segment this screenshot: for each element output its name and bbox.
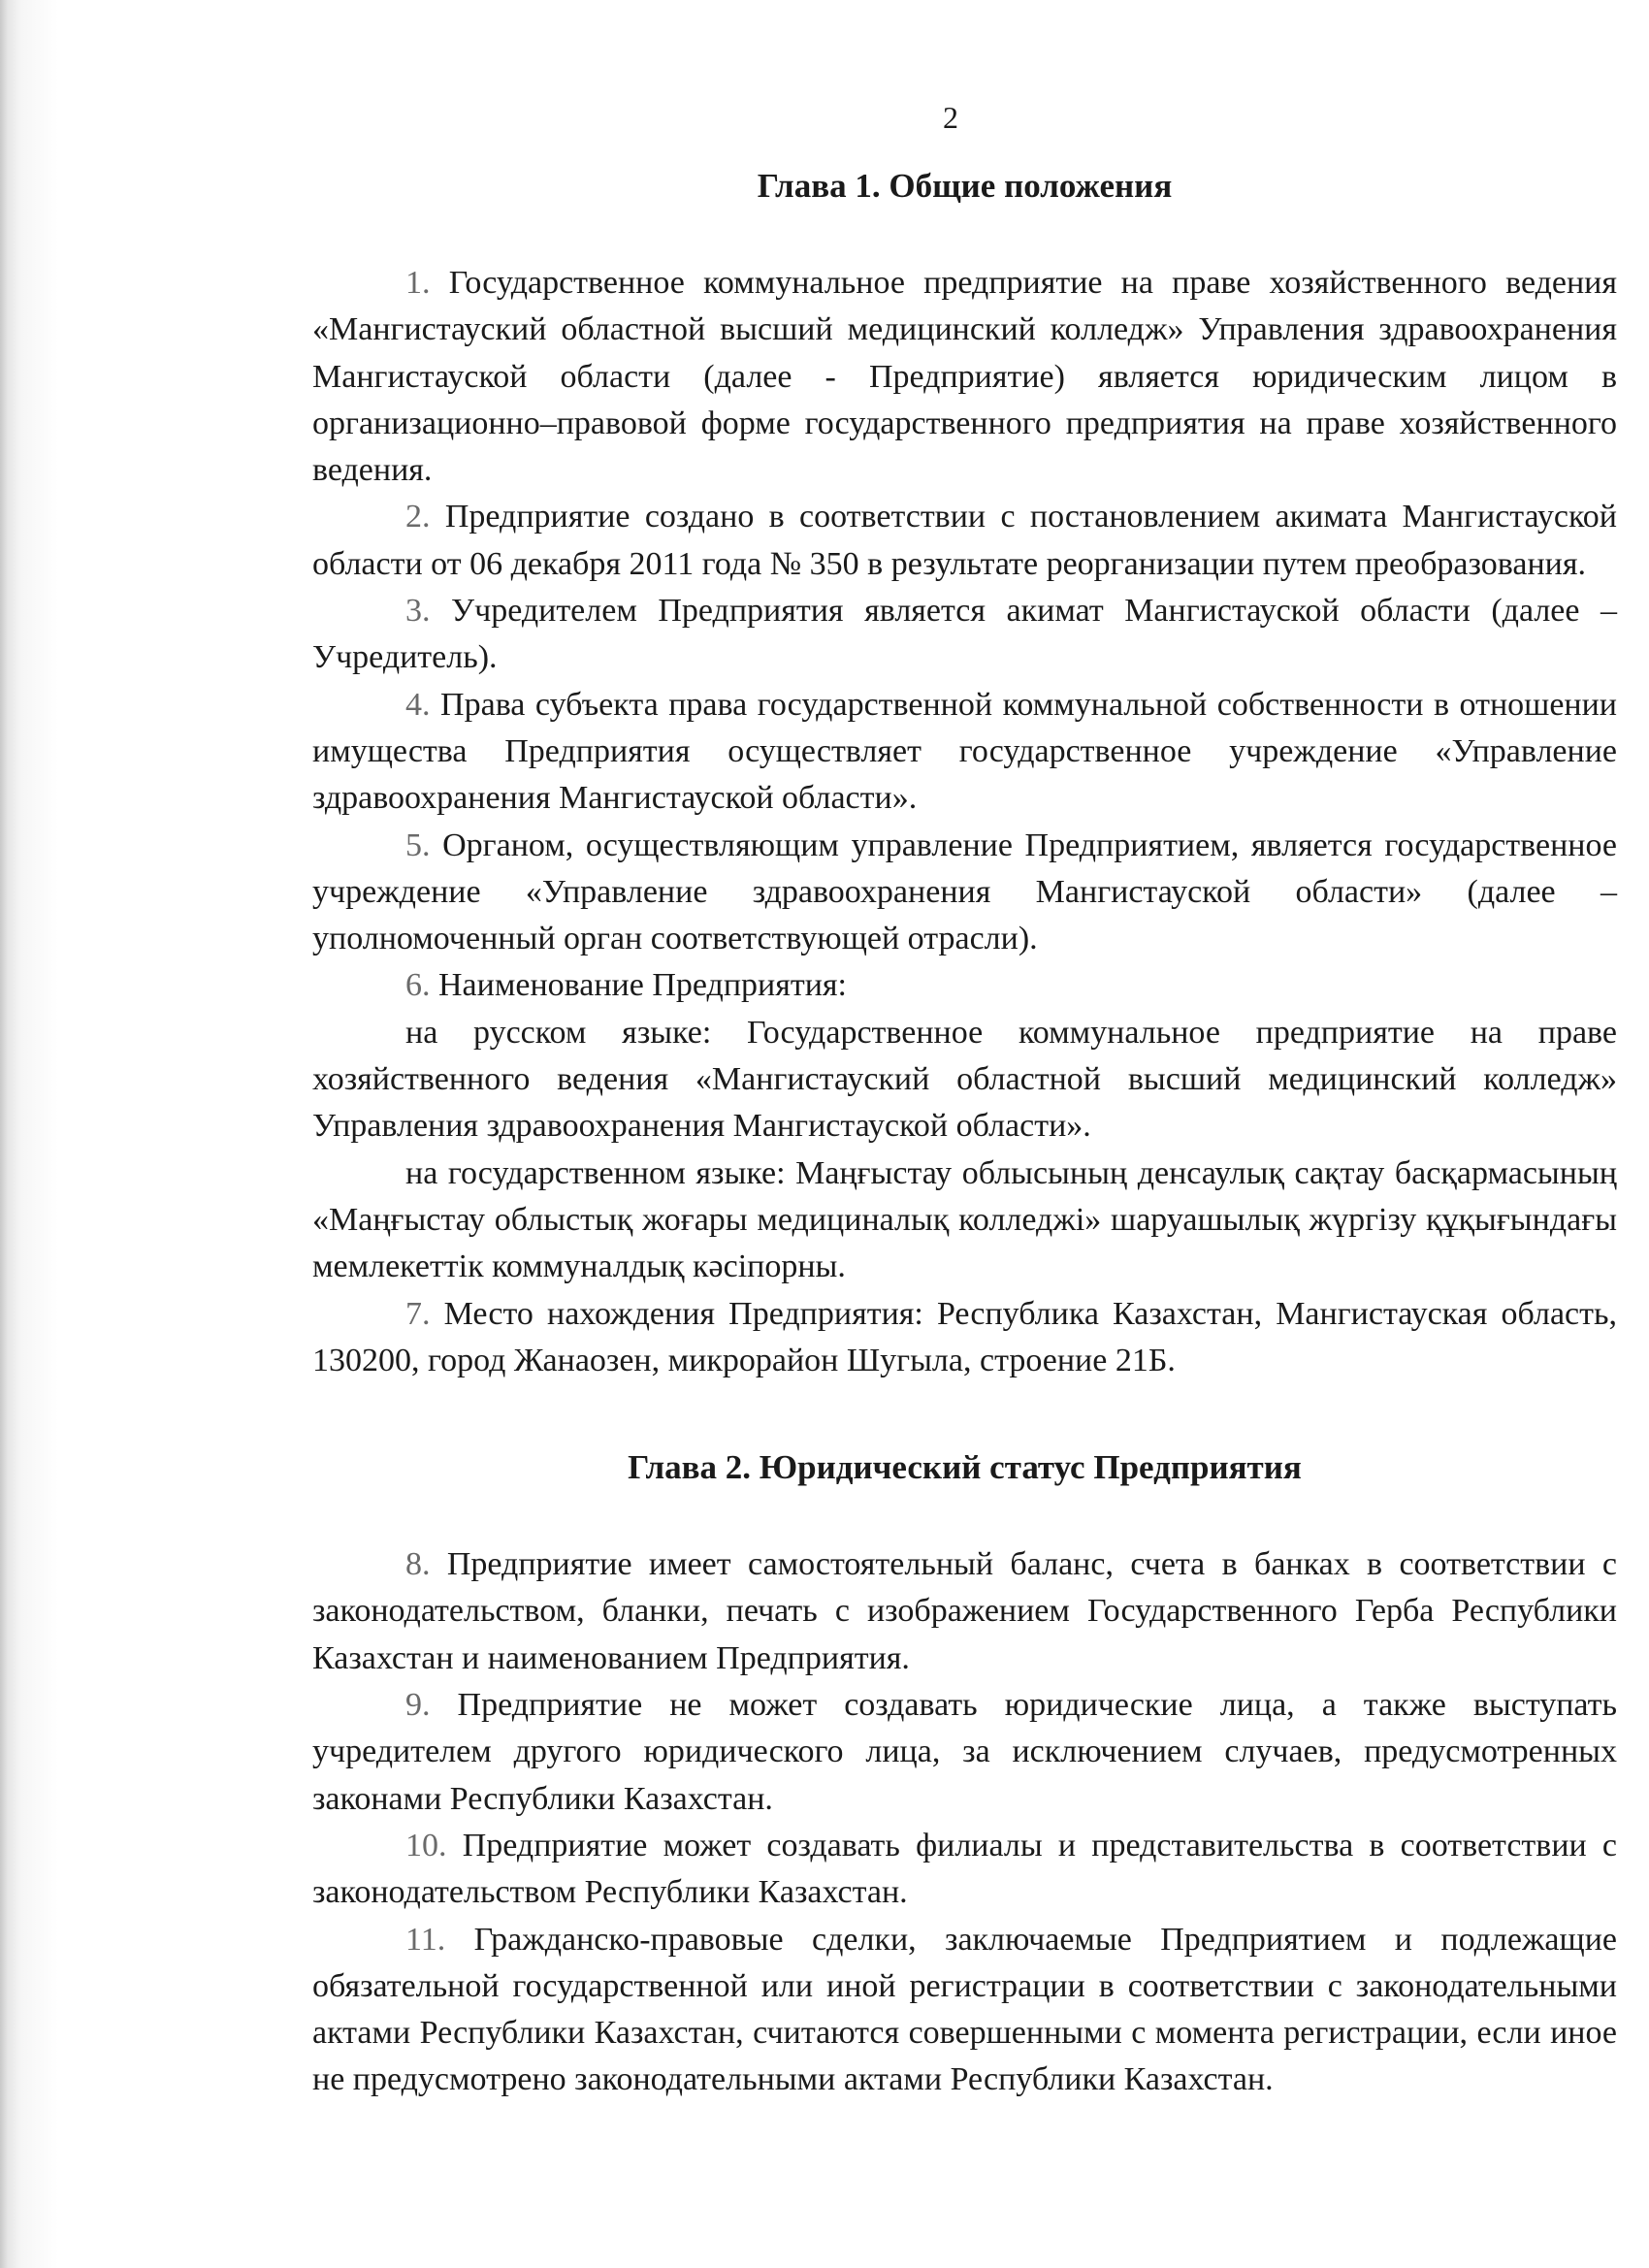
paragraph-9 xyxy=(312,1682,1617,1823)
paragraph-number: 11. xyxy=(405,1921,446,1958)
paragraph-text: Государственное коммунальное предприятие на праве хозяйственного ведения «Мангистауский областной высший медицинский колледж» Управления здравоохранения Мангистауской области (далее - Предприятие) является юридическим лицом в организационно–правовой форме государственного предприятия на праве хозяйственного ведения. xyxy=(312,265,1618,489)
paragraph-number: 1. xyxy=(405,265,431,301)
paragraph-text: Предприятие не может создавать юридические лица, а также выступать учредителем другого юридического лица, за исключением случаев, предусмотренных законами Республики Казахстан. xyxy=(312,1687,1618,1817)
document-body xyxy=(312,163,1617,2104)
paragraph-text: на государственном языке: Маңғыстау облысының денсаулық сақтау басқармасының «Маңғыстау облыстық жоғары медициналық колледжі» шаруашылық жүргізу құқығындағы мемлекеттік коммуналдық кәсіпорны. xyxy=(312,1154,1617,1285)
paragraph-text: Права субъекта права государственной коммунальной собственности в отношении имущества Предприятия осуществляет государственное учреждение «Управление здравоохранения Мангистауской области». xyxy=(312,686,1618,817)
paragraph-text: Место нахождения Предприятия: Республика Казахстан, Мангистауская область, 130200, город Жанаозен, микрорайон Шугыла, строение 21Б. xyxy=(312,1295,1618,1378)
chapter-2-section xyxy=(312,1541,1617,2104)
paragraph-4 xyxy=(312,682,1617,823)
chapter-2-title: Глава 2. Юридический статус Предприятия xyxy=(628,1448,1302,1487)
paragraph-number: 6. xyxy=(405,967,431,1004)
chapter-1-title: Глава 1. Общие положения xyxy=(757,167,1173,205)
paragraph-8 xyxy=(312,1541,1617,1682)
paragraph-6 xyxy=(312,962,1617,1009)
paragraph-number: 3. xyxy=(405,593,431,630)
paragraph-number: 8. xyxy=(405,1546,431,1583)
paragraph-name-russian xyxy=(312,1010,1617,1150)
paragraph-text: Наименование Предприятия: xyxy=(438,967,847,1004)
paragraph-text: Предприятие может создавать филиалы и представительства в соответствии с законодательством Республики Казахстан. xyxy=(312,1827,1618,1911)
paragraph-11 xyxy=(312,1917,1617,2104)
paragraph-number: 7. xyxy=(405,1295,431,1332)
paragraph-number: 4. xyxy=(405,686,431,723)
paragraph-number: 5. xyxy=(405,826,431,863)
paragraph-2 xyxy=(312,494,1617,588)
paragraph-10 xyxy=(312,1823,1617,1917)
paragraph-text: Предприятие имеет самостоятельный баланс, счета в банках в соответствии с законодательством, бланки, печать с изображением Государственного Герба Республики Казахстан и наименованием Предприятия. xyxy=(312,1546,1618,1676)
paragraph-text: Учредителем Предприятия является акимат Мангистауской области (далее – Учредитель). xyxy=(312,593,1617,676)
paragraph-number: 2. xyxy=(405,499,431,535)
paragraph-text: Предприятие создано в соответствии с постановлением акимата Мангистауской области от 06 декабря 2011 года № 350 в результате реорганизации путем преобразования. xyxy=(312,499,1617,582)
paragraph-7 xyxy=(312,1291,1617,1385)
paragraph-1 xyxy=(312,260,1617,494)
paragraph-text: Органом, осуществляющим управление Предприятием, является государственное учреждение «Управление здравоохранения Мангистауской области» (далее – уполномоченный орган соответствующей отрасли). xyxy=(312,826,1618,957)
paragraph-text: на русском языке: Государственное коммунальное предприятие на праве хозяйственного ведения «Мангистауский областной высший медицинский колледж» Управления здравоохранения Мангистауской области». xyxy=(312,1014,1617,1145)
paragraph-3 xyxy=(312,588,1617,682)
chapter-1-section xyxy=(312,260,1617,1384)
paragraph-number: 10. xyxy=(405,1827,447,1863)
paragraph-text: Гражданско-правовые сделки, заключаемые Предприятием и подлежащие обязательной государственной или иной регистрации в соответствии с законодательными актами Республики Казахстан, считаются совершенными с момента регистрации, если иное не предусмотрено законодательными актами Республики Казахстан. xyxy=(312,1921,1617,2098)
paragraph-name-kazakh xyxy=(312,1150,1617,1291)
paragraph-5 xyxy=(312,823,1617,963)
paragraph-number: 9. xyxy=(405,1687,431,1724)
page-number: 2 xyxy=(943,100,958,135)
